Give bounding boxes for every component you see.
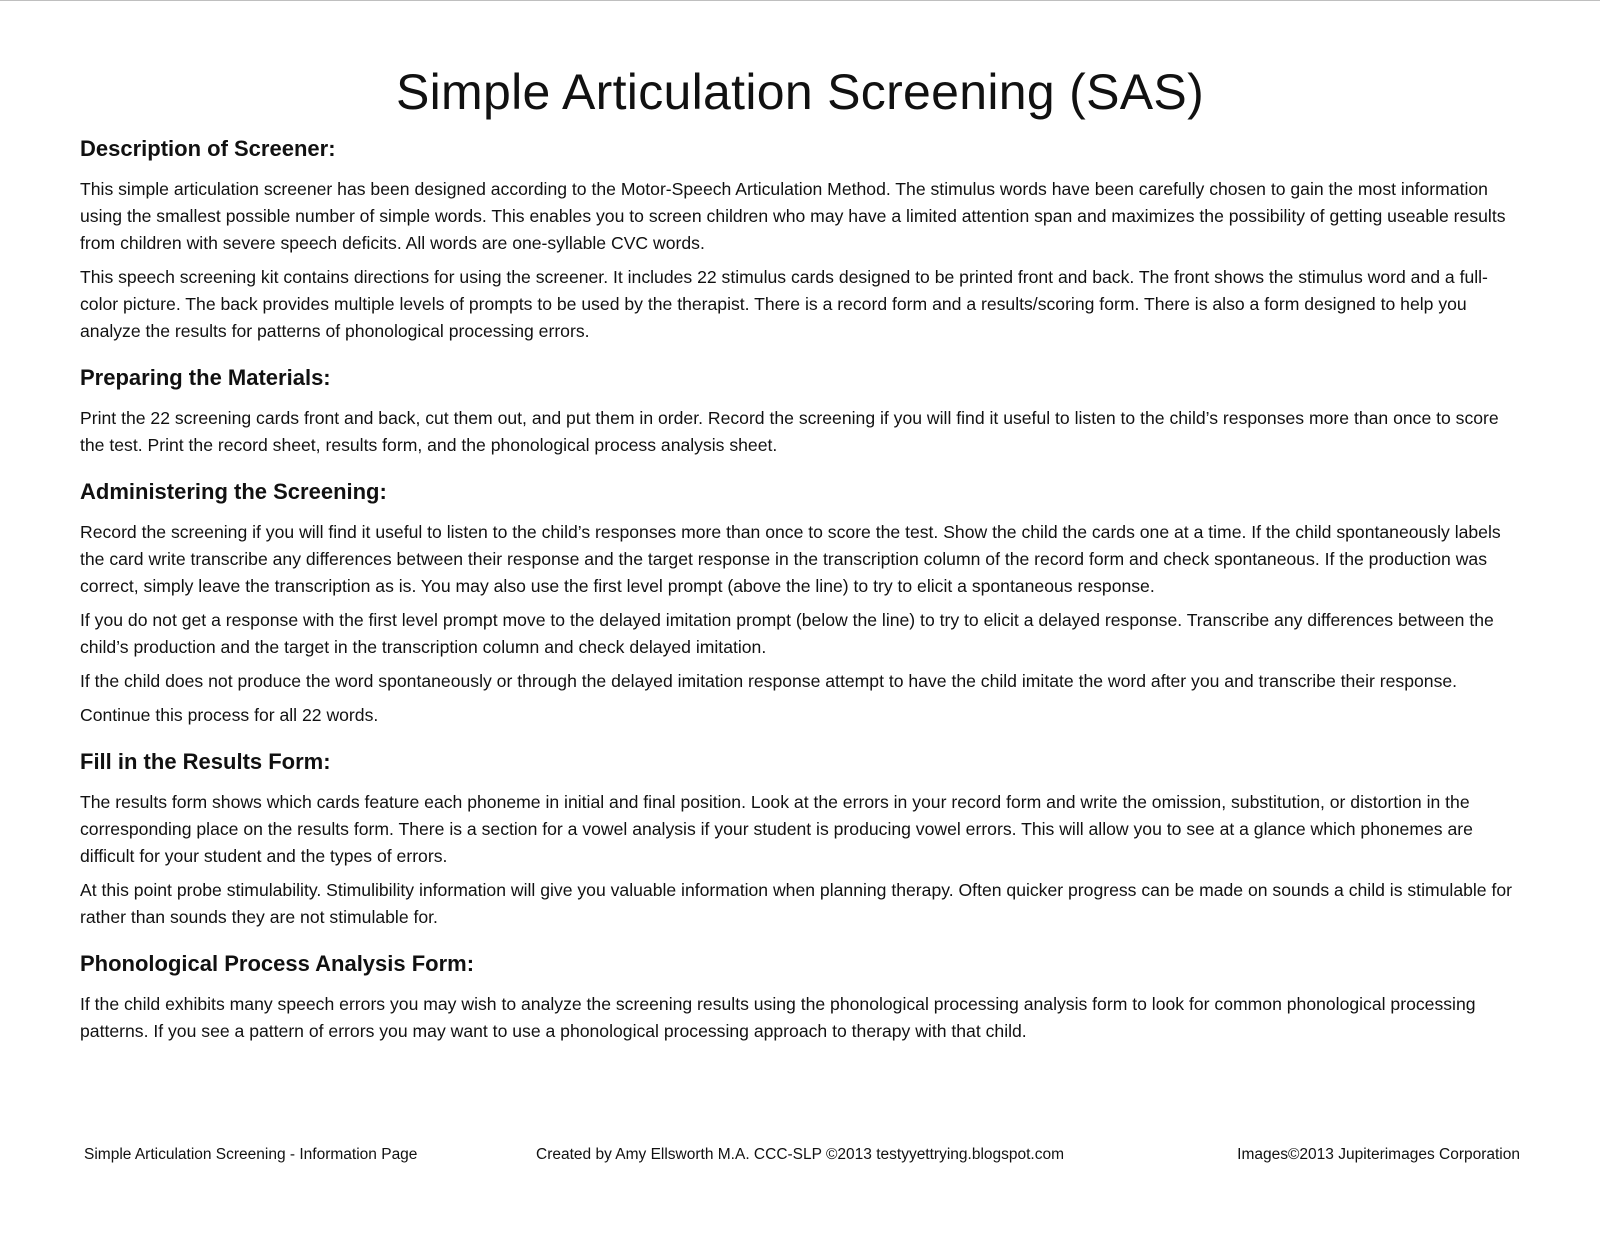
document-page bbox=[80, 60, 1520, 1063]
section-heading-administering: Administering the Screening: bbox=[80, 479, 387, 504]
page-top-border bbox=[0, 0, 1600, 1]
paragraph: This simple articulation screener has been designed according to the Motor-Speech Articulation Method. The stimulus words have been carefully chosen to gain the most information using the smallest possible number of simple words. This enables you to screen children who may have a limited attention span and maximizes the possibility of getting useable results from children with severe speech deficits. All words are one-syllable CVC words. bbox=[80, 179, 1506, 253]
paragraph: Record the screening if you will find it useful to listen to the child’s responses more than once to score the test. Show the child the cards one at a time. If the child spontaneously labels the card write transcribe any differences between their response and the target response in the transcription column of the record form and check spontaneous. If the production was correct, simply leave the transcription as is. You may also use the first level prompt (above the line) to try to elicit a spontaneous response. bbox=[80, 522, 1501, 596]
paragraph: If the child does not produce the word spontaneously or through the delayed imitation response attempt to have the child imitate the word after you and transcribe their response. bbox=[80, 671, 1458, 691]
footer-right: Images©2013 Jupiterimages Corporation bbox=[1237, 1146, 1520, 1163]
section-heading-preparing: Preparing the Materials: bbox=[80, 365, 331, 390]
paragraph: The results form shows which cards feature each phoneme in initial and final position. Look at the errors in your record form and write the omission, substitution, or distortion in the corresponding place on the results form. There is a section for a vowel analysis if your student is producing vowel errors. This will allow you to see at a glance which phonemes are difficult for your student and the types of errors. bbox=[80, 792, 1473, 866]
paragraph: At this point probe stimulability. Stimulibility information will give you valuable information when planning therapy. Often quicker progress can be made on sounds a child is stimulable for rather than sounds they are not stimulable for. bbox=[80, 880, 1513, 927]
section-administering bbox=[80, 477, 1520, 729]
section-description bbox=[80, 134, 1520, 345]
paragraph: Print the 22 screening cards front and back, cut them out, and put them in order. Record the screening if you will find it useful to listen to the child’s responses more than once to score the test. Print the record sheet, results form, and the phonological process analysis sheet. bbox=[80, 408, 1499, 455]
footer-center: Created by Amy Ellsworth M.A. CCC-SLP ©2013 testyyettrying.blogspot.com bbox=[536, 1146, 1065, 1163]
section-heading-phonological-analysis: Phonological Process Analysis Form: bbox=[80, 951, 475, 976]
section-heading-results-form: Fill in the Results Form: bbox=[80, 749, 331, 774]
section-results-form bbox=[80, 747, 1520, 931]
paragraph: If the child exhibits many speech errors you may wish to analyze the screening results using the phonological processing analysis form to look for common phonological processing patterns. If you see a pattern of errors you may want to use a phonological processing approach to therapy with that child. bbox=[80, 994, 1476, 1041]
section-phonological-analysis bbox=[80, 949, 1520, 1045]
paragraph: This speech screening kit contains directions for using the screener. It includes 22 stimulus cards designed to be printed front and back. The front shows the stimulus word and a full-color picture. The back provides multiple levels of prompts to be used by the therapist. There is a record form and a results/scoring form. There is also a form designed to help you analyze the results for patterns of phonological processing errors. bbox=[80, 267, 1488, 341]
section-preparing bbox=[80, 363, 1520, 459]
section-heading-description: Description of Screener: bbox=[80, 136, 336, 161]
document-title: Simple Articulation Screening (SAS) bbox=[395, 64, 1205, 120]
paragraph: If you do not get a response with the first level prompt move to the delayed imitation prompt (below the line) to try to elicit a delayed response. Transcribe any differences between the child’s production and the target in the transcription column and check delayed imitation. bbox=[80, 610, 1494, 657]
paragraph: Continue this process for all 22 words. bbox=[80, 705, 379, 725]
footer-left: Simple Articulation Screening - Information Page bbox=[84, 1146, 418, 1163]
